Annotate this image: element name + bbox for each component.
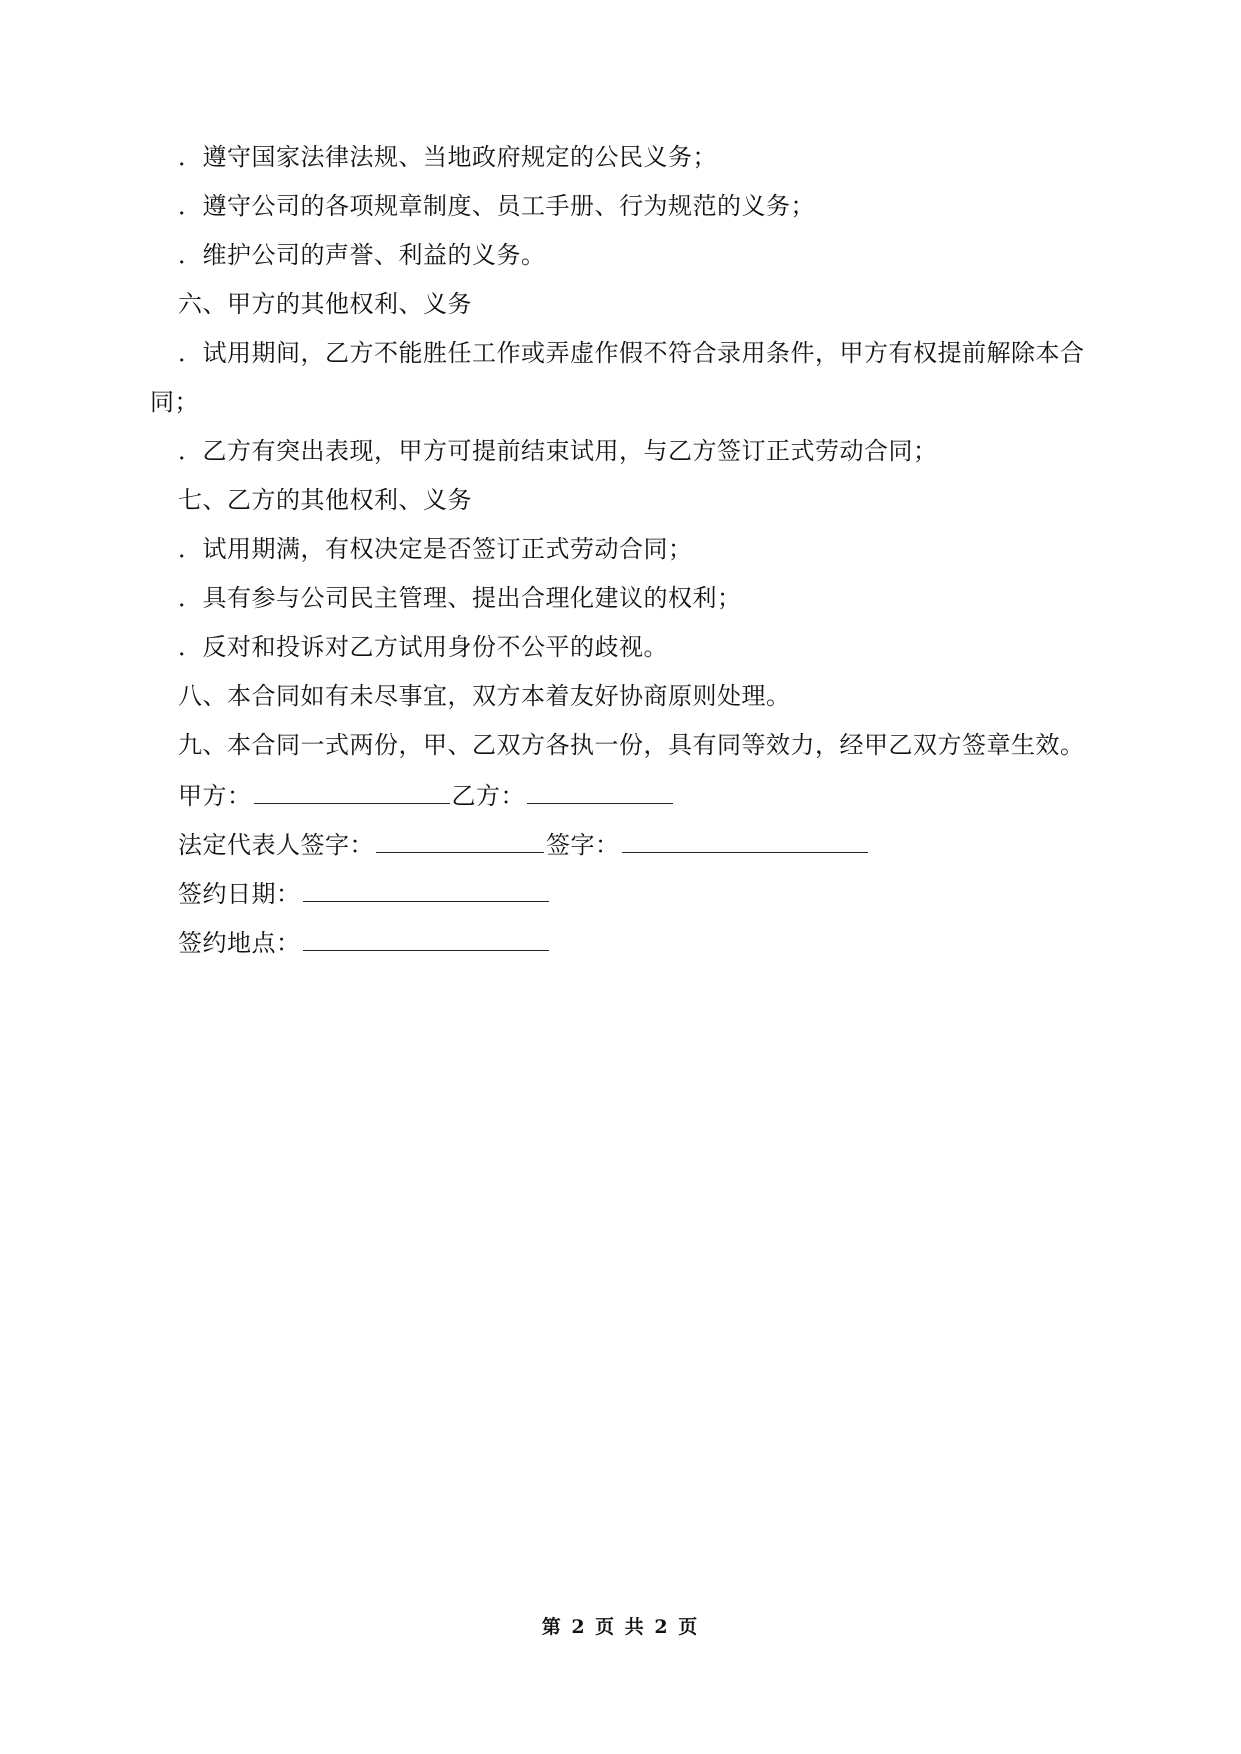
party-b-label: 乙方： — [451, 782, 525, 810]
date-row — [178, 875, 551, 911]
clause-line-4: ．试用期间，乙方不能胜任工作或弄虚作假不符合录用条件，甲方有权提前解除本合 — [178, 339, 1085, 367]
date-label: 签约日期： — [178, 880, 301, 908]
party-a-label: 甲方： — [178, 782, 252, 810]
section-heading-8: 八、本合同如有未尽事宜，双方本着友好协商原则处理。 — [178, 682, 791, 710]
place-blank — [303, 924, 549, 951]
party-a-blank — [254, 777, 450, 804]
clause-line-6: ．试用期满，有权决定是否签订正式劳动合同； — [178, 535, 693, 563]
sign-blank — [622, 826, 868, 853]
section-heading-7: 七、乙方的其他权利、义务 — [178, 486, 472, 514]
clause-line-7: ．具有参与公司民主管理、提出合理化建议的权利； — [178, 584, 742, 612]
clause-line-5: ．乙方有突出表现，甲方可提前结束试用，与乙方签订正式劳动合同； — [178, 437, 938, 465]
section-heading-6: 六、甲方的其他权利、义务 — [178, 290, 472, 318]
legal-rep-label: 法定代表人签字： — [178, 831, 374, 859]
clause-line-2: ．遵守公司的各项规章制度、员工手册、行为规范的义务； — [178, 192, 815, 220]
section-heading-9: 九、本合同一式两份，甲、乙双方各执一份，具有同等效力，经甲乙双方签章生效。 — [178, 731, 1085, 759]
clause-line-8: ．反对和投诉对乙方试用身份不公平的歧视。 — [178, 633, 668, 661]
clause-line-4-continued: 同； — [150, 388, 199, 416]
place-label: 签约地点： — [178, 929, 301, 957]
party-signature-row — [178, 777, 675, 813]
party-b-blank — [527, 777, 673, 804]
representative-signature-row — [178, 826, 870, 862]
page-number-footer: 第 2 页 共 2 页 — [541, 1616, 700, 1638]
place-row — [178, 924, 551, 960]
sign-label: 签字： — [546, 831, 620, 859]
clause-line-1: ．遵守国家法律法规、当地政府规定的公民义务； — [178, 143, 717, 171]
legal-rep-blank — [376, 826, 544, 853]
clause-line-3: ．维护公司的声誉、利益的义务。 — [178, 241, 546, 269]
date-blank — [303, 875, 549, 902]
